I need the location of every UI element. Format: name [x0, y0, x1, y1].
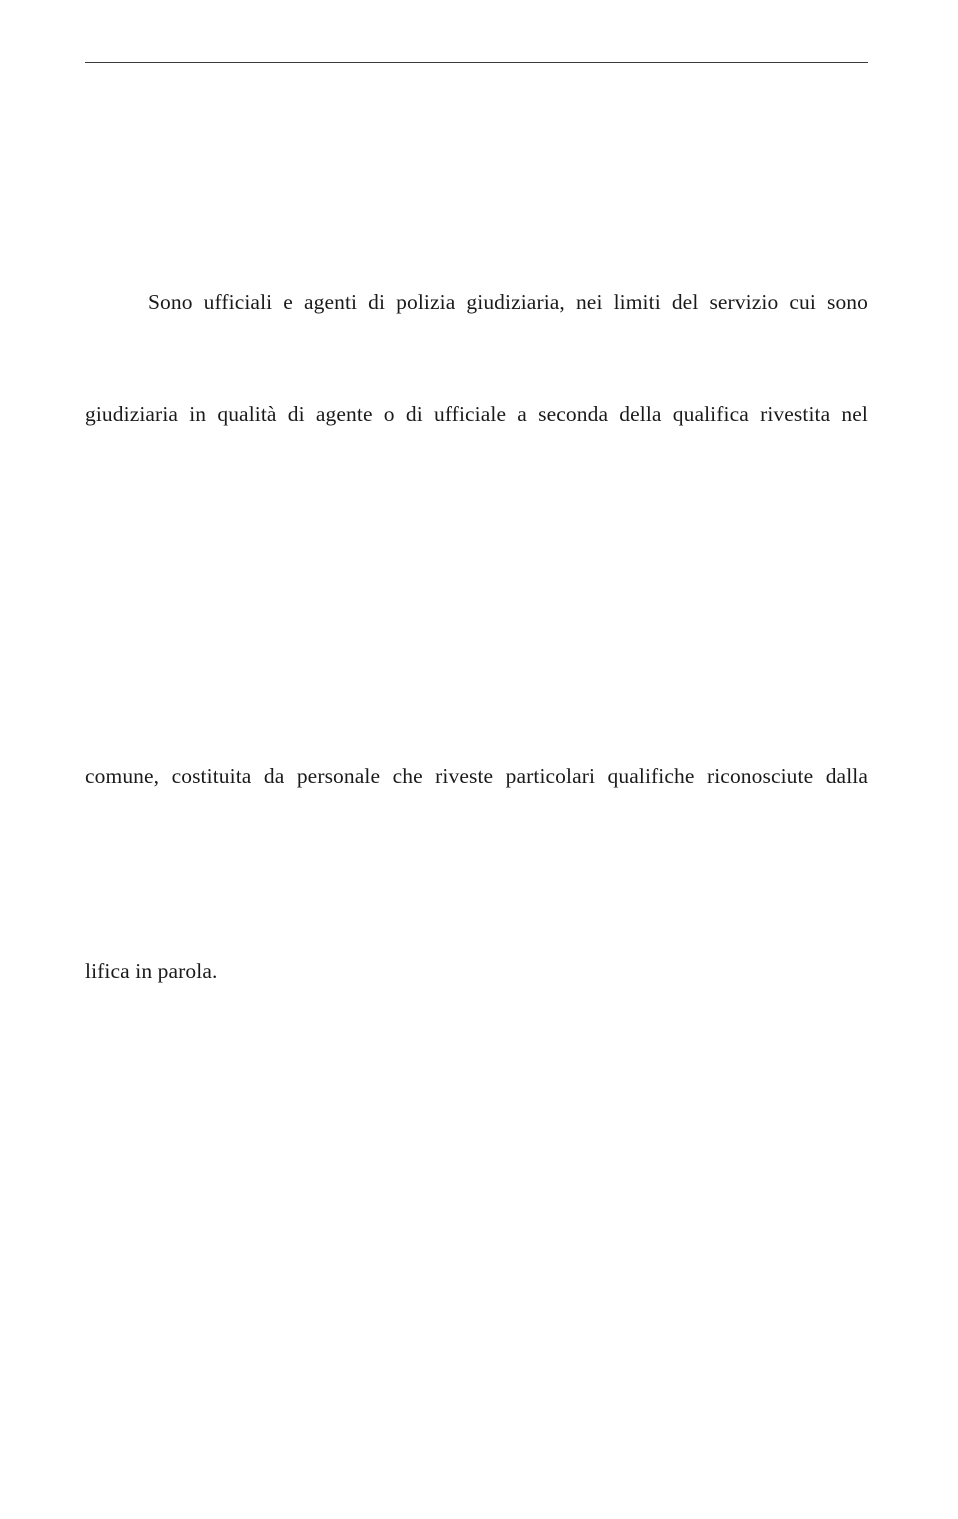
- paragraph-line-3: comune, costituita da personale che riveste particolari qualifiche riconosciute dalla: [85, 764, 868, 788]
- paragraph-line-1: Sono ufficiali e agenti di polizia giudiziaria, nei limiti del servizio cui sono: [148, 290, 868, 314]
- paragraph-line-4: lifica in parola.: [85, 959, 218, 983]
- header-rule: [85, 62, 868, 63]
- paragraph-line-2: giudiziaria in qualità di agente o di ufficiale a seconda della qualifica rivestita nel: [85, 402, 868, 426]
